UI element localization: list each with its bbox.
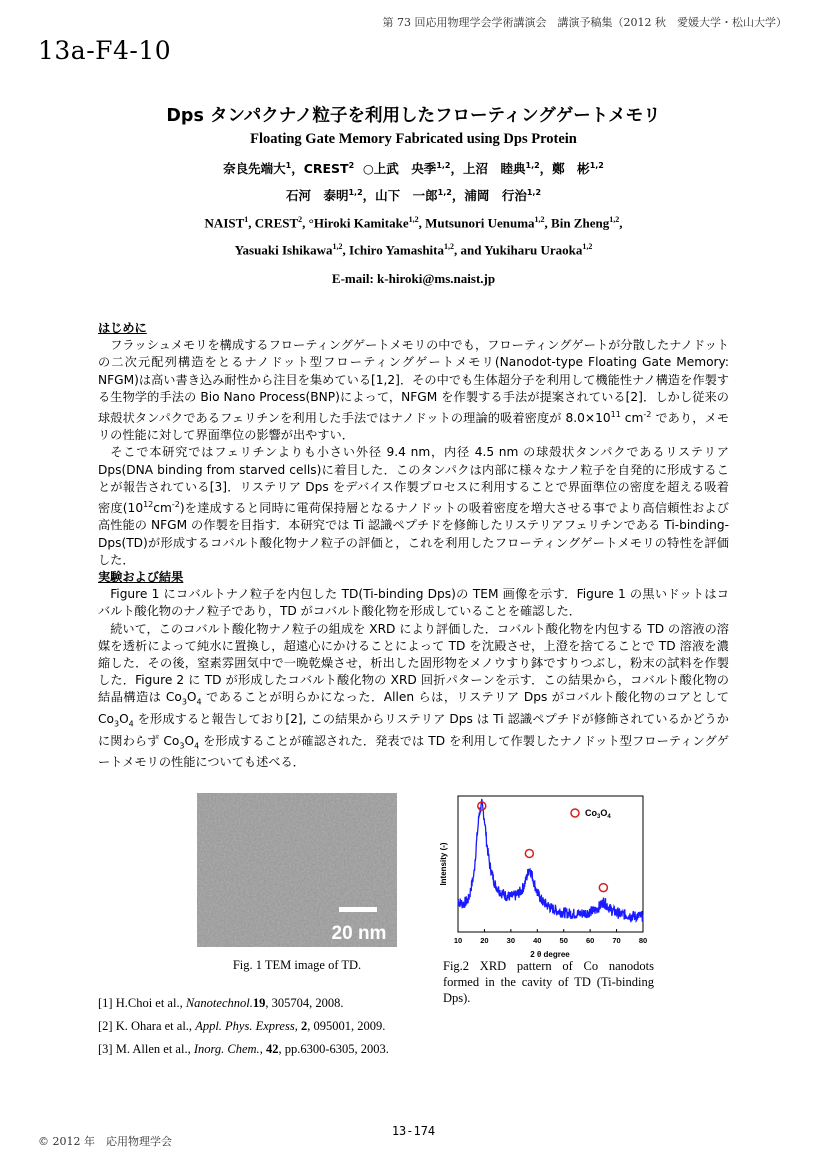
author-email: E-mail: k-hiroki@ms.naist.jp — [331, 271, 496, 286]
x-tick-labels — [454, 929, 647, 945]
xrd-chart — [430, 790, 655, 960]
section-heading-results: 実験および結果 — [98, 569, 184, 584]
figure2-caption: Fig.2 XRD pattern of Co nanodots formed in the cavity of TD (Ti-binding Dps). — [443, 959, 654, 1005]
y-axis-label: Intensity (-) — [439, 842, 448, 886]
tem-image-texture — [197, 793, 397, 947]
references — [98, 992, 389, 1061]
title-english: Floating Gate Memory Fabricated using Dps Protein — [250, 131, 577, 147]
intro-paragraph-2: そこで本研究ではフェリチンよりも小さい外径 9.4 nm，内径 4.5 nm の球殻状タンパクであるリステリア Dps(DNA binding from starved cells)に着目した．このタンパクは内部に様々なナノ粒子を自発的に形成することが報告されている[3]．リステリア Dps をデバイス作製プロセスに利用することで界面準位の密度を超える吸着密度$(10^{12}cm^{-2})$を達成すると同時に電荷保持層となるナノドットの吸着密度を増大させる事でより高信頼性および高性能の NFGM の作製を目指す．本研究では Ti 認識ペプチドを修飾したリステリアフェリチンである Ti-binding-Dps(TD)が形成するコバルト酸化物ナノ粒子の評価と，これを利用したフローティングゲートメモリの特性を評価した． — [98, 445, 729, 567]
page-number: 13-174 — [391, 1124, 436, 1138]
results-paragraph-2: 続いて，このコバルト酸化物ナノ粒子の組成を XRD により評価した．コバルト酸化物を内包する TD の溶液の溶媒を透析によって純水に置換し，超遠心にかけることによって TD を沈殿させ，上澄を捨てることで TD 溶液を濃縮した．その後，窒素雰囲気中で一晩乾燥させ，析出した固形物をメノウすり鉢ですりつぶし，粉末の試料を作製した．Figure 2 に TD が形成したコバルト酸化物の XRD 回折パターンを示す．この結果から，コバルト酸化物の結晶構造は $Co_3O_4$ であることが明らかになった．Allen らは，リステリア Dps がコバルト酸化物のコアとして $Co_3O_4$ を形成すると報告しており[2], この結果からリステリア Dps は Ti 認識ペプチドが修飾されているかどうかに関わらず $Co_3O_4$ を形成することが確認された．発表では TD を利用して作製したナノドット型フローティングゲートメモリの性能についても述べる． — [98, 621, 729, 770]
peak-marker — [599, 884, 607, 892]
authors-en-line2: Yasuaki Ishikawa$^{1,2}$, Ichiro Yamashita$^{1,2}$, and Yukiharu Uraoka$^{1,2}$ — [234, 242, 593, 258]
x-tick-label: 40 — [533, 936, 542, 945]
x-tick-label: 60 — [585, 936, 595, 945]
intro-section — [98, 320, 729, 772]
title-japanese: Dps タンパクナノ粒子を利用したフローティングゲートメモリ — [166, 106, 661, 126]
reference-3: [3] M. Allen et al., Inorg. Chem., 42, pp.6300-6305, 2003. — [98, 1042, 389, 1056]
intro-paragraph-1: フラッシュメモリを構成するフローティングゲートメモリの中でも，フローティングゲートが分散したナノドットの二次元配列構造をとるナノドット型フローティングゲートメモリ(Nanodot-type Floating Gate Memory: NFGM)は高い書き込み耐性から注目を集めている[1,2]．その中でも生体超分子を利用して機能性ナノ構造を作製する生物学的手法の Bio Nano Process(BNP)によって，NFGM を作製する手法が提案されている[2]．しかし従来の球殻状タンパクであるフェリチンを利用した手法ではナノドットの理論的吸着密度が $8.0\times 10^{11}$ $cm^{-2}$ であり，メモリの性能に対して界面準位の影響が出やすい． — [98, 338, 730, 443]
x-tick-label: 70 — [612, 936, 621, 945]
legend-label: $Co_3O_4$ — [585, 808, 611, 820]
authors-jp-line1: 奈良先端大$^1$，CREST$^2$ ○上武 央季$^{1,2}$，上沼 睦典$^{1,2}$，鄭 彬$^{1,2}$ — [223, 160, 604, 176]
x-axis-label: 2 θ degree — [530, 950, 570, 959]
scale-bar — [339, 907, 377, 912]
reference-1: [1] H.Choi et al., Nanotechnol.19, 305704, 2008. — [98, 996, 344, 1010]
x-tick-label: 80 — [638, 936, 648, 945]
paper-id: 13a-F4-10 — [38, 36, 172, 65]
reference-2: [2] K. Ohara et al., Appl. Phys. Express, 2, 095001, 2009. — [98, 1019, 386, 1033]
section-heading-intro: はじめに — [98, 321, 147, 335]
authors-jp-line2: 石河 泰明$^{1,2}$，山下 一郎$^{1,2}$，浦岡 行治$^{1,2}$ — [285, 187, 542, 203]
peak-marker — [525, 849, 533, 857]
x-tick-label: 30 — [506, 936, 516, 945]
figure1-caption: Fig. 1 TEM image of TD. — [232, 958, 362, 972]
x-tick-label: 20 — [480, 936, 489, 945]
tem-image — [197, 793, 397, 947]
conference-header: 第 73 回応用物理学会学術講演会 講演予稿集（2012 秋 愛媛大学・松山大学） — [382, 16, 787, 29]
copyright-notice: © 2012 年 応用物理学会 — [38, 1135, 172, 1148]
legend-marker — [571, 809, 579, 817]
x-tick-label: 10 — [453, 936, 463, 945]
scale-bar-label: 20 nm — [331, 923, 387, 944]
x-tick-label: 50 — [559, 936, 568, 945]
xrd-series-line — [458, 799, 643, 922]
authors-en-line1: NAIST$^1$, CREST$^2$, °Hiroki Kamitake$^{1,2}$, Mutsunori Uenuma$^{1,2}$, Bin Zheng$^{1,2}$, — [204, 215, 623, 231]
results-paragraph-1: Figure 1 にコバルトナノ粒子を内包した TD(Ti-binding Dps)の TEM 画像を示す．Figure 1 の黒いドットはコバルト酸化物のナノ粒子であり，TD がコバルト酸化物を形成していることを確認した． — [98, 587, 729, 619]
